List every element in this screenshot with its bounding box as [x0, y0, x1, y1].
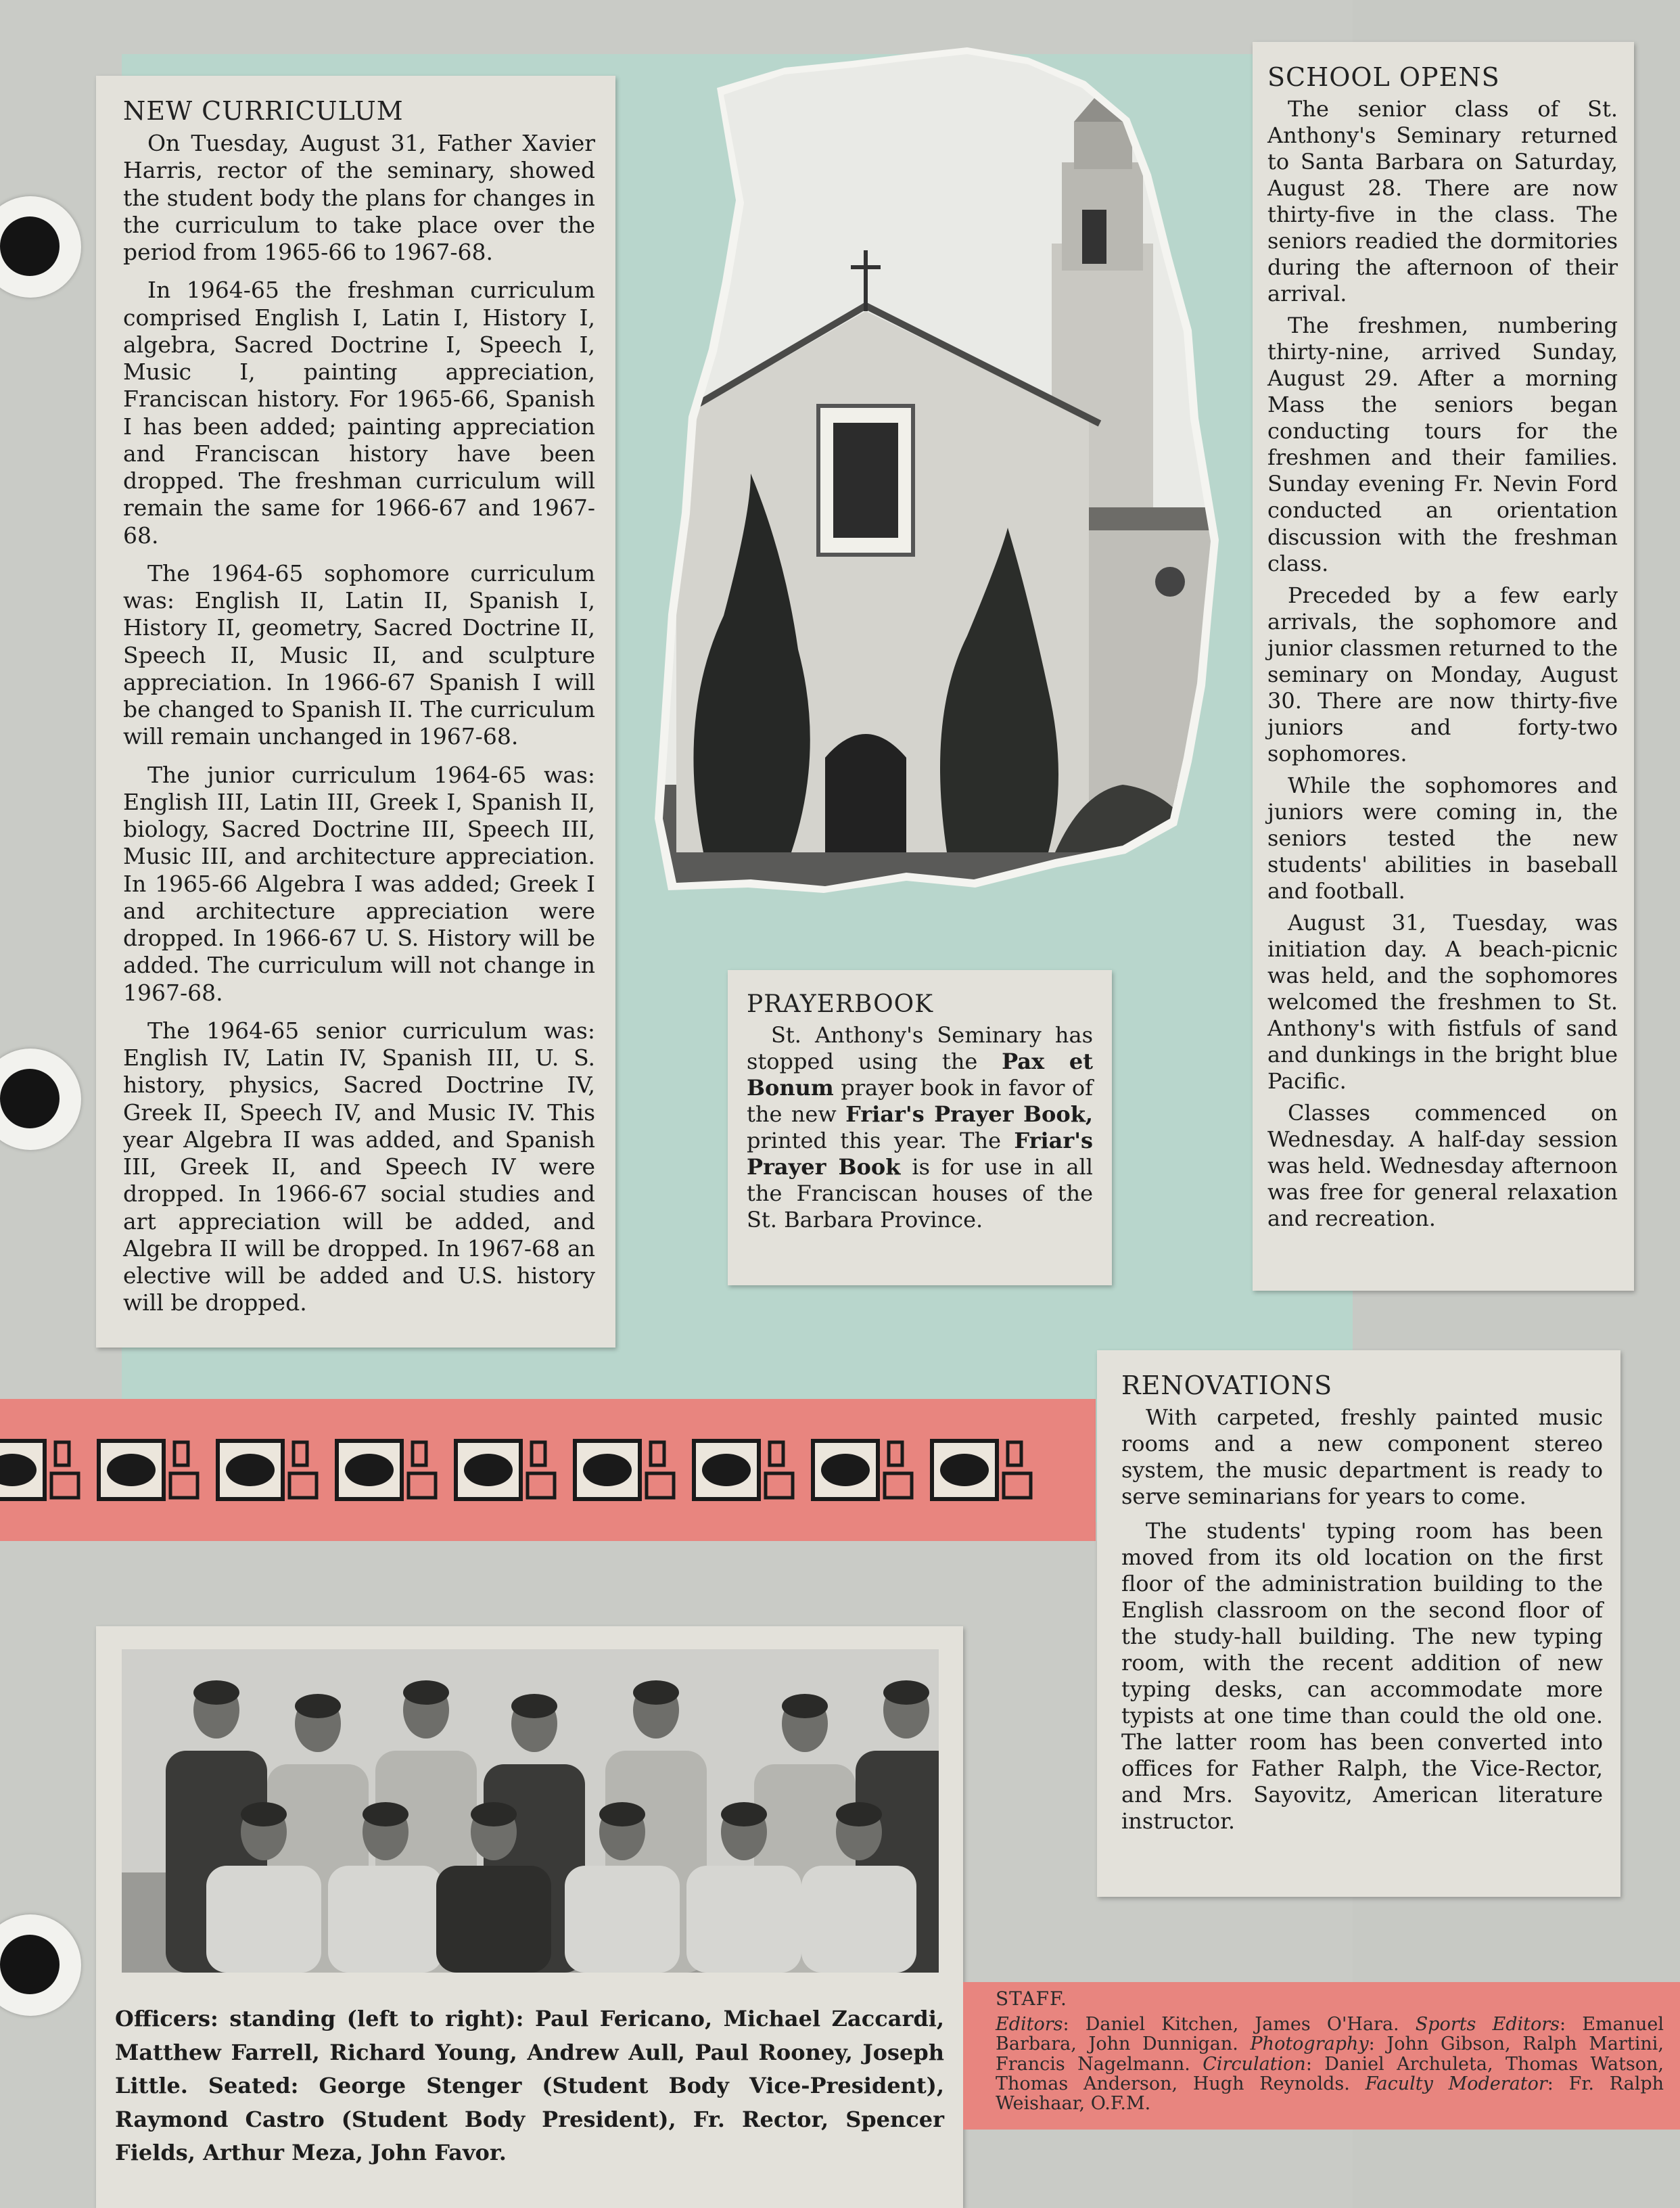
staff-role: Sports Editors: [1415, 2014, 1560, 2036]
prayerbook-text: is for use in all the Franciscan houses of the St. Barbara Province.: [747, 1154, 1094, 1233]
binder-hole-middle: [0, 1049, 81, 1150]
prayerbook-title-bold: Friar's Prayer Book,: [845, 1101, 1093, 1128]
school-opens-clipping: [1253, 42, 1634, 1291]
staff-role: Faculty Moderator: [1365, 2073, 1547, 2094]
prayerbook-title-bold: Pax et Bonum: [747, 1049, 1094, 1101]
pattern-eye: [107, 1454, 156, 1486]
pattern-small-box: [885, 1473, 912, 1498]
pattern-small-box: [55, 1442, 69, 1465]
binder-hole-top: [0, 196, 81, 298]
pattern-small-box: [294, 1442, 307, 1465]
pattern-eye: [702, 1454, 751, 1486]
staff-names: : John Gibson, Ralph Martini, Francis Nagelmann.: [996, 2033, 1664, 2075]
staff-names: : Daniel Kitchen, James O'Hara.: [1063, 2014, 1416, 2036]
seated-officer-body: [328, 1866, 443, 1973]
pattern-small-box: [413, 1442, 426, 1465]
standing-officer-hair: [295, 1694, 341, 1718]
standing-officer-hair: [883, 1680, 929, 1705]
pattern-small-box: [51, 1473, 78, 1498]
school-opens-paragraph: The freshmen, numbering thirty-nine, arrived Sunday, August 29. After a morning Mass the seniors began conducting tours for the freshmen and their families. Sunday evening Fr. Nevin Ford conducted an orientation discussion with the freshman class.: [1267, 313, 1618, 576]
renovations-clipping: [1097, 1350, 1620, 1897]
staff-names: : Fr. Ralph Weishaar, O.F.M.: [996, 2073, 1664, 2114]
pattern-eye: [940, 1454, 989, 1486]
standing-officer-hair: [782, 1694, 828, 1718]
binder-hole-bottom: [0, 1914, 81, 2016]
pattern-small-box: [889, 1442, 902, 1465]
seated-officer-hair: [363, 1802, 409, 1826]
pattern-small-box: [651, 1442, 664, 1465]
officers-group-photo: [122, 1649, 939, 1973]
pattern-small-box: [1004, 1473, 1031, 1498]
school-opens-paragraph: The senior class of St. Anthony's Seminary returned to Santa Barbara on Saturday, August 28. There are now thirty-five in the class. The seniors readied the dormitories during the afternoon of their arrival.: [1267, 96, 1618, 307]
chapel-photo: [649, 41, 1224, 893]
staff-names: : Daniel Archuleta, Thomas Watson, Thomas Anderson, Hugh Reynolds.: [996, 2053, 1664, 2094]
seated-officer-hair: [471, 1802, 517, 1826]
staff-box: [963, 1982, 1680, 2130]
school-opens-paragraph: While the sophomores and juniors were coming in, the seniors tested the new students' abilities in baseball and football.: [1267, 772, 1618, 904]
pattern-small-box: [528, 1473, 555, 1498]
prayerbook-text: prayer book in favor of the new: [747, 1075, 1093, 1128]
seated-officer-hair: [599, 1802, 645, 1826]
curriculum-paragraph: In 1964-65 the freshman curriculum comprised English I, Latin I, History I, algebra, Sacred Doctrine I, Speech I, Music I, painting appreciation, Franciscan history. For 1965-66, Spanish I has been added; painting appreciation and Franciscan history have been dropped. The freshman curriculum will remain the same for 1966-67 and 1967-68.: [123, 277, 595, 549]
seated-officer-body: [565, 1866, 680, 1973]
pattern-eye: [345, 1454, 394, 1486]
pattern-eye: [464, 1454, 513, 1486]
school-opens-heading: SCHOOL OPENS: [1267, 62, 1500, 92]
staff-credits: [996, 2015, 1664, 2113]
school-opens-paragraph: August 31, Tuesday, was initiation day. A beach-picnic was held, and the sophomores welcomed the freshmen to St. Anthony's with fistfuls of sand and dunkings in the bright blue Pacific.: [1267, 909, 1618, 1095]
staff-role: Editors: [996, 2014, 1063, 2036]
seated-officer-body: [686, 1866, 801, 1973]
school-opens-paragraph: Classes commenced on Wednesday. A half-day session was held. Wednesday afternoon was free for general relaxation and recreation.: [1267, 1100, 1618, 1232]
seated-officer-hair: [836, 1802, 882, 1826]
new-curriculum-heading: NEW CURRICULUM: [123, 96, 404, 126]
seated-officer-body: [801, 1866, 916, 1973]
renovations-heading: RENOVATIONS: [1121, 1371, 1333, 1400]
prayerbook-clipping: [728, 970, 1112, 1285]
prayerbook-text: St. Anthony's Seminary has stopped using the: [747, 1022, 1093, 1075]
pattern-small-box: [766, 1473, 793, 1498]
pattern-small-box: [170, 1473, 197, 1498]
pattern-small-box: [1008, 1442, 1021, 1465]
pattern-small-box: [409, 1473, 436, 1498]
staff-names: : Emanuel Barbara, John Dunnigan.: [996, 2014, 1664, 2055]
seated-officer-hair: [721, 1802, 767, 1826]
pattern-small-box: [174, 1442, 188, 1465]
seated-officer-hair: [241, 1802, 287, 1826]
standing-officer-hair: [511, 1694, 557, 1718]
prayerbook-title-bold: Friar's Prayer Book: [747, 1128, 1093, 1180]
decorative-pattern: [0, 1399, 1096, 1541]
decorative-pattern-band: [0, 1399, 1096, 1541]
pattern-eye: [583, 1454, 632, 1486]
standing-officer-hair: [403, 1680, 449, 1705]
prayerbook-text: printed this year. The: [747, 1128, 1014, 1154]
prayerbook-heading: PRAYERBOOK: [747, 990, 934, 1018]
pattern-small-box: [647, 1473, 674, 1498]
new-curriculum-clipping: [96, 76, 615, 1348]
school-opens-paragraph: Preceded by a few early arrivals, the sophomore and junior classmen returned to the seminary on Monday, August 30. There are now thirty-five juniors and forty-two sophomores.: [1267, 582, 1618, 766]
staff-role: Photography: [1250, 2033, 1369, 2055]
staff-label: STAFF.: [996, 1987, 1067, 2010]
pattern-small-box: [770, 1442, 783, 1465]
curriculum-paragraph: The junior curriculum 1964-65 was: English III, Latin III, Greek I, Spanish II, biology, Sacred Doctrine III, Speech III, Music III, and architecture appreciation. In 1965-66 Algebra I was added; Greek I and architecture appreciation were dropped. In 1966-67 U. S. History will be added. The curriculum will not change in 1967-68.: [123, 761, 595, 1006]
curriculum-paragraph: The 1964-65 senior curriculum was: English IV, Latin IV, Spanish III, U. S. history, physics, Sacred Doctrine IV, Greek II, Speech IV, and Music IV. This year Algebra II was added, and Spanish III, Greek II, and Speech IV were dropped. In 1966-67 social studies and art appreciation will be added, and Algebra II will be dropped. In 1967-68 an elective will be added and U.S. history will be dropped.: [123, 1017, 595, 1316]
pattern-small-box: [532, 1442, 545, 1465]
seated-officer-body: [206, 1866, 321, 1973]
officers-clipping: [96, 1626, 963, 2208]
pattern-small-box: [289, 1473, 317, 1498]
pattern-eye: [226, 1454, 275, 1486]
officers-caption: Officers: standing (left to right): Paul Fericano, Michael Zaccardi, Matthew Farrell, Richard Young, Andrew Aull, Paul Rooney, Joseph Little. Seated: George Stenger (Student Body Vice-President), Raymond Castro (Student Body President), Fr. Rector, Spencer Fields, Arthur Meza, John Favor.: [115, 2006, 944, 2166]
seated-officer-body: [436, 1866, 551, 1973]
standing-officer-hair: [193, 1680, 239, 1705]
pattern-eye: [821, 1454, 870, 1486]
standing-officer-hair: [633, 1680, 679, 1705]
renovations-paragraph: The students' typing room has been moved from its old location on the first floor of the administration building to the English classroom on the second floor of the study-hall building. The new typing room, with the recent addition of new typing desks, can accommodate more typists at one time than could the old one. The latter room has been converted into offices for Father Ralph, the Vice-Rector, and Mrs. Sayovitz, American literature instructor.: [1121, 1518, 1603, 1835]
curriculum-paragraph: The 1964-65 sophomore curriculum was: English II, Latin II, Spanish I, History II, geometry, Sacred Doctrine II, Speech II, Music II, and sculpture appreciation. In 1966-67 Spanish I will be changed to Spanish II. The curriculum will remain unchanged in 1967-68.: [123, 559, 595, 750]
curriculum-paragraph: On Tuesday, August 31, Father Xavier Harris, rector of the seminary, showed the student body the plans for changes in the curriculum to take place over the period from 1965-66 to 1967-68.: [123, 130, 595, 265]
staff-role: Circulation: [1203, 2053, 1306, 2075]
renovations-paragraph: With carpeted, freshly painted music rooms and a new component stereo system, the music department is ready to serve seminarians for years to come.: [1121, 1404, 1603, 1510]
prayerbook-paragraph: [747, 1022, 1093, 1233]
